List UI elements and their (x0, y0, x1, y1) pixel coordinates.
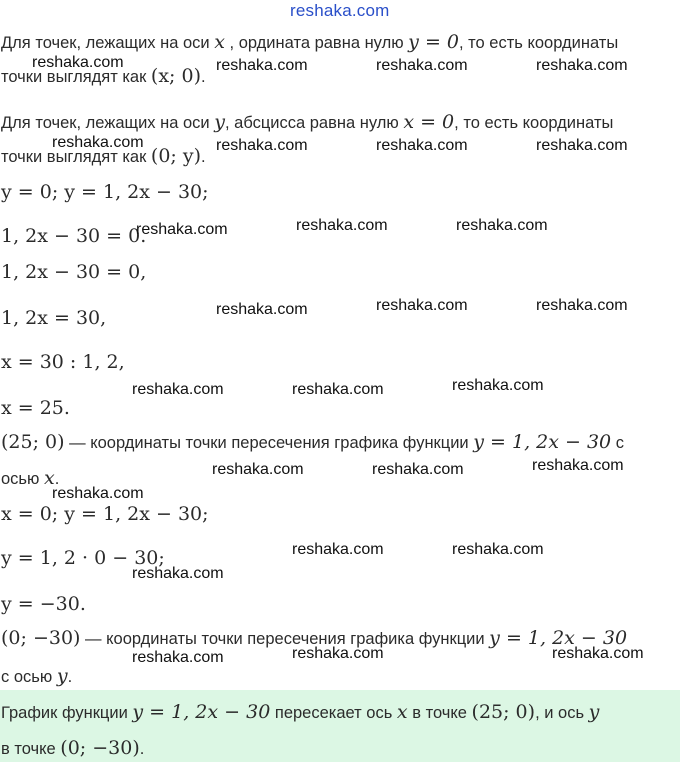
watermark: reshaka.com (52, 485, 144, 502)
text-line: с осью y. (1, 665, 73, 687)
watermark: reshaka.com (132, 649, 224, 666)
text-line: точки выглядят как (0; y). (1, 145, 206, 167)
watermark: reshaka.com (452, 377, 544, 394)
watermark: reshaka.com (292, 541, 384, 558)
text-line: осью x. (1, 467, 60, 489)
watermark: reshaka.com (536, 297, 628, 314)
watermark: reshaka.com (52, 134, 144, 151)
watermark: reshaka.com (136, 221, 228, 238)
text-line: Для точек, лежащих на оси y, абсцисса равна нулю x = 0, то есть координаты (1, 111, 614, 133)
watermark: reshaka.com (552, 645, 644, 662)
answer-line: в точке (0; −30). (1, 737, 145, 759)
math-line: 1, 2x − 30 = 0, (1, 261, 147, 283)
watermark: reshaka.com (132, 381, 224, 398)
watermark: reshaka.com (376, 297, 468, 314)
watermark: reshaka.com (452, 541, 544, 558)
watermark: reshaka.com (296, 217, 388, 234)
watermark: reshaka.com (216, 301, 308, 318)
math-line: 1, 2x − 30 = 0. (1, 225, 147, 247)
watermark: reshaka.com (532, 457, 624, 474)
math-line: x = 25. (1, 397, 70, 419)
watermark: reshaka.com (216, 57, 308, 74)
site-watermark: reshaka.com (290, 1, 390, 20)
math-line: y = −30. (1, 593, 86, 615)
watermark: reshaka.com (216, 137, 308, 154)
watermark: reshaka.com (212, 461, 304, 478)
watermark: reshaka.com (132, 565, 224, 582)
answer-line: График функции y = 1, 2x − 30 пересекает ось x в точке (25; 0), и ось y (1, 701, 600, 723)
watermark: reshaka.com (32, 54, 124, 71)
watermark: reshaka.com (376, 137, 468, 154)
math-line: x = 30 : 1, 2, (1, 351, 125, 373)
math-line: x = 0; y = 1, 2x − 30; (1, 503, 209, 525)
watermark: reshaka.com (376, 57, 468, 74)
math-line: 1, 2x = 30, (1, 307, 107, 329)
text-line: точки выглядят как (x; 0). (1, 65, 206, 87)
watermark: reshaka.com (372, 461, 464, 478)
watermark: reshaka.com (536, 137, 628, 154)
text-line: (0; −30) — координаты точки пересечения графика функции y = 1, 2x − 30 (1, 627, 628, 649)
math-line: y = 1, 2 · 0 − 30; (1, 547, 165, 569)
text-line: (25; 0) — координаты точки пересечения графика функции y = 1, 2x − 30 с (1, 431, 624, 453)
math-line: y = 0; y = 1, 2x − 30; (1, 181, 209, 203)
watermark: reshaka.com (292, 645, 384, 662)
text-line: Для точек, лежащих на оси x , ордината равна нулю y = 0, то есть координаты (1, 31, 619, 53)
watermark: reshaka.com (456, 217, 548, 234)
watermark: reshaka.com (536, 57, 628, 74)
watermark: reshaka.com (292, 381, 384, 398)
